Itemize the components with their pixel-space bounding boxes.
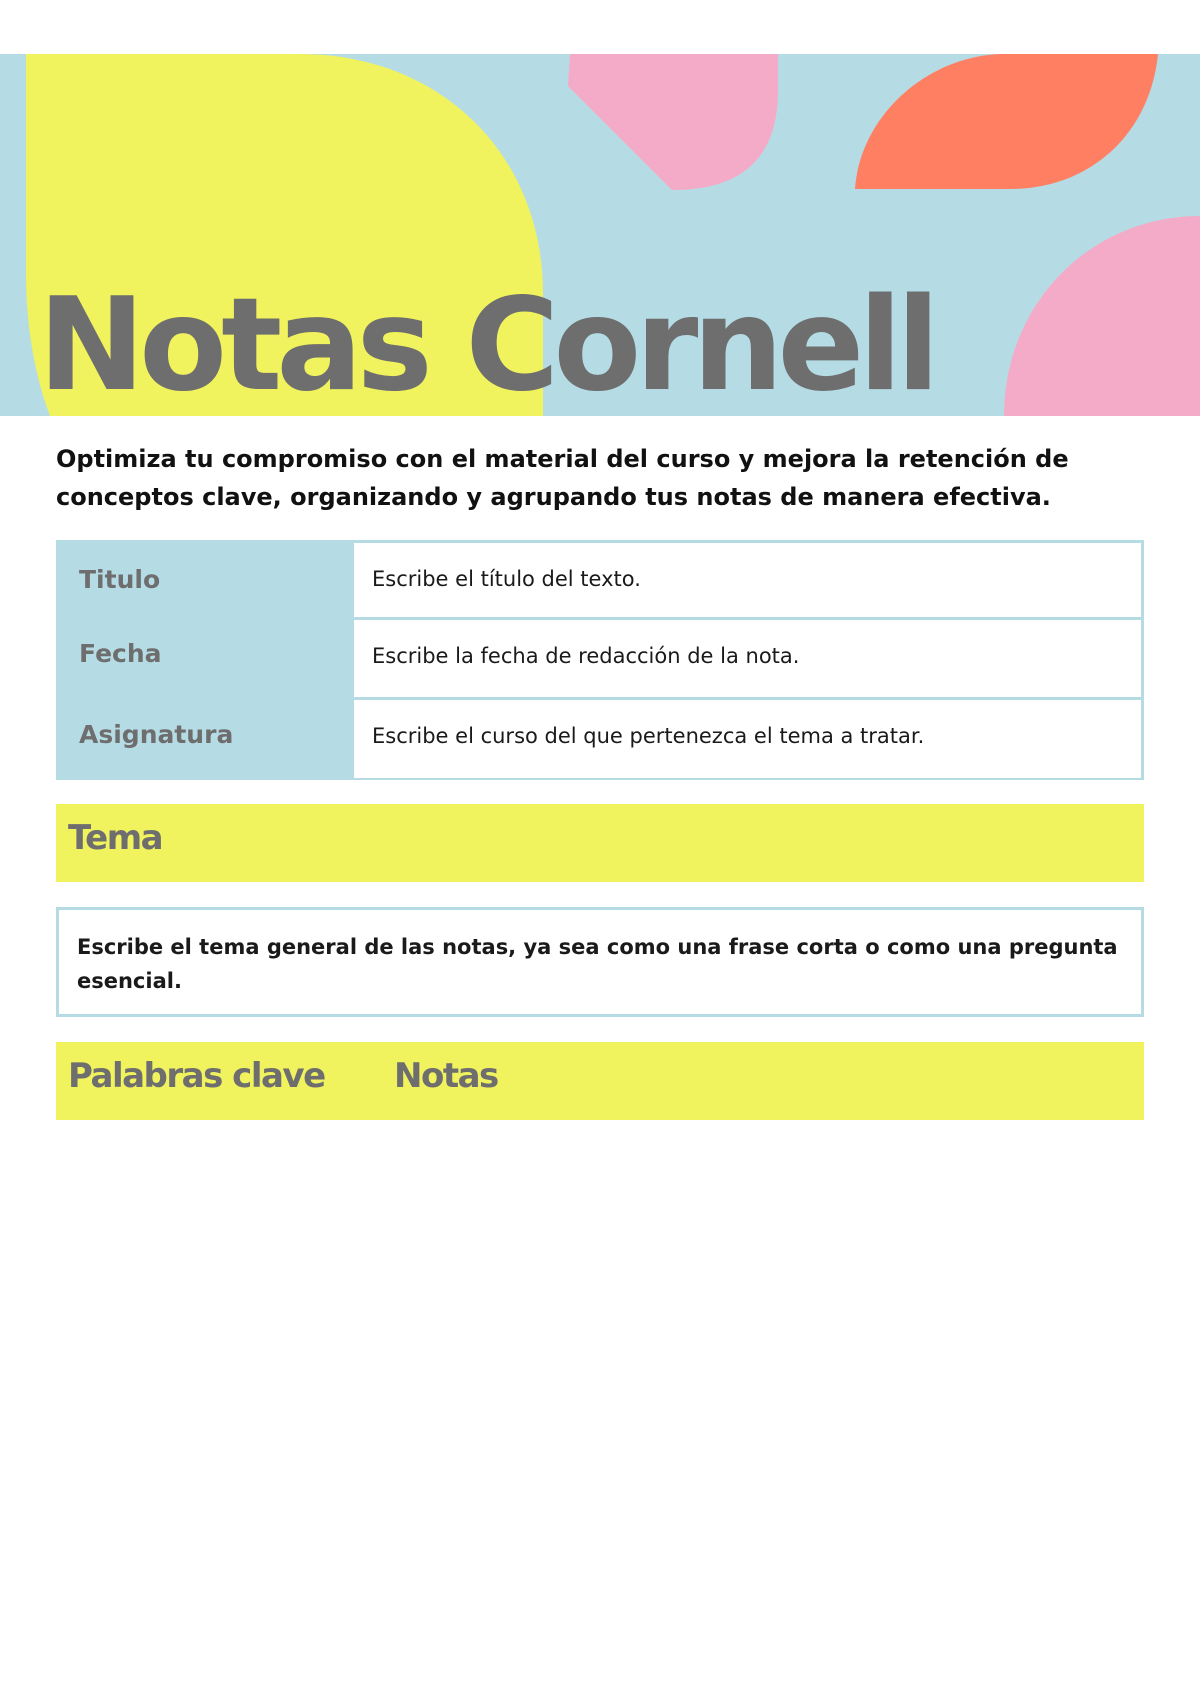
asignatura-label: Asignatura bbox=[79, 720, 234, 749]
asignatura-field[interactable]: Escribe el curso del que pertenezca el tema a tratar. bbox=[354, 700, 1141, 778]
tema-field[interactable]: Escribe el tema general de las notas, ya sea como una frase corta o como una pregunta esencial. bbox=[56, 907, 1144, 1017]
titulo-label: Titulo bbox=[79, 565, 161, 594]
info-row-asignatura bbox=[59, 700, 1141, 778]
tema-bar bbox=[56, 804, 1144, 882]
info-row-fecha bbox=[59, 620, 1141, 698]
titulo-field[interactable]: Escribe el título del texto. bbox=[354, 543, 1141, 621]
pink-corner-shape bbox=[1004, 216, 1200, 416]
tema-heading: Tema bbox=[68, 818, 163, 858]
coral-leaf-shape bbox=[855, 54, 1158, 189]
fecha-label: Fecha bbox=[79, 639, 162, 668]
notes-heading: Notas bbox=[394, 1056, 498, 1096]
page-title: Notas Cornell bbox=[38, 271, 935, 416]
fecha-field[interactable]: Escribe la fecha de redacción de la nota. bbox=[354, 620, 1141, 698]
intro-text: Optimiza tu compromiso con el material del curso y mejora la retención de conceptos clave, organizando y agrupando tus notas de manera efectiva. bbox=[56, 445, 1069, 511]
keywords-heading: Palabras clave bbox=[68, 1056, 325, 1096]
header-banner bbox=[0, 54, 1200, 416]
pink-top-shape bbox=[568, 54, 778, 190]
info-table bbox=[56, 540, 1144, 780]
columns-bar bbox=[56, 1042, 1144, 1120]
info-row-titulo bbox=[59, 543, 1141, 621]
